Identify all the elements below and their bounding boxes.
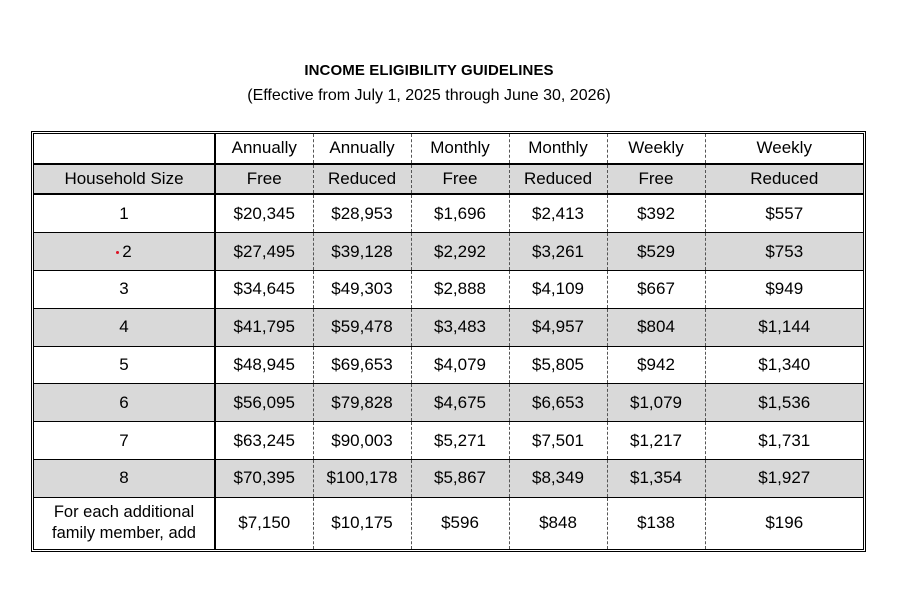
household-size-value: 2 xyxy=(122,241,132,261)
table-cell: $100,178 xyxy=(313,460,411,498)
header-cell-household-size: Household Size xyxy=(34,164,215,195)
table-cell: $63,245 xyxy=(215,422,313,460)
table-cell: $49,303 xyxy=(313,270,411,308)
eligibility-table xyxy=(31,131,866,552)
header-cell: Weekly xyxy=(705,134,863,164)
table-cell: $596 xyxy=(411,497,509,549)
table-cell: $138 xyxy=(607,497,705,549)
table-row xyxy=(34,308,863,346)
table-row xyxy=(34,460,863,498)
table-cell: $5,805 xyxy=(509,346,607,384)
table-cell: $4,079 xyxy=(411,346,509,384)
table-cell: $1,536 xyxy=(705,384,863,422)
table-cell: $1,079 xyxy=(607,384,705,422)
table-cell: $4,109 xyxy=(509,270,607,308)
table-cell: $1,927 xyxy=(705,460,863,498)
table-cell: $5,271 xyxy=(411,422,509,460)
table-cell: $529 xyxy=(607,233,705,271)
table-cell: $34,645 xyxy=(215,270,313,308)
additional-member-label: For each additional family member, add xyxy=(34,497,215,549)
household-size-cell: 8 xyxy=(34,460,215,498)
page-title: INCOME ELIGIBILITY GUIDELINES xyxy=(304,62,554,79)
table-row xyxy=(34,422,863,460)
table-cell: $7,501 xyxy=(509,422,607,460)
table-cell: $804 xyxy=(607,308,705,346)
additional-member-row xyxy=(34,497,863,549)
header-cell: Reduced xyxy=(313,164,411,195)
household-size-cell: 5 xyxy=(34,346,215,384)
header-cell: Annually xyxy=(215,134,313,164)
header-cell: Free xyxy=(607,164,705,195)
header-cell: Weekly xyxy=(607,134,705,164)
table-cell: $59,478 xyxy=(313,308,411,346)
household-size-cell: 4 xyxy=(34,308,215,346)
table-cell: $39,128 xyxy=(313,233,411,271)
table-cell: $848 xyxy=(509,497,607,549)
table-row xyxy=(34,270,863,308)
header-cell: Annually xyxy=(313,134,411,164)
table-cell: $196 xyxy=(705,497,863,549)
household-size-cell: 1 xyxy=(34,194,215,232)
table-cell: $28,953 xyxy=(313,194,411,232)
table-row xyxy=(34,384,863,422)
table-row xyxy=(34,346,863,384)
table-cell: $90,003 xyxy=(313,422,411,460)
table-cell: $1,144 xyxy=(705,308,863,346)
table-cell: $56,095 xyxy=(215,384,313,422)
table-cell: $7,150 xyxy=(215,497,313,549)
table-cell: $6,653 xyxy=(509,384,607,422)
household-size-cell: 7 xyxy=(34,422,215,460)
header-cell: Reduced xyxy=(509,164,607,195)
table-cell: $2,888 xyxy=(411,270,509,308)
header-row-period xyxy=(34,134,863,164)
table-cell: $753 xyxy=(705,233,863,271)
page-subtitle: (Effective from July 1, 2025 through June 30, 2026) xyxy=(247,87,611,104)
header-row-type xyxy=(34,164,863,195)
table-cell: $5,867 xyxy=(411,460,509,498)
table-cell: $1,340 xyxy=(705,346,863,384)
table-cell: $667 xyxy=(607,270,705,308)
table-row xyxy=(34,233,863,271)
header-cell xyxy=(34,134,215,164)
table-cell: $4,957 xyxy=(509,308,607,346)
table-cell: $2,292 xyxy=(411,233,509,271)
table-cell: $27,495 xyxy=(215,233,313,271)
table-cell: $8,349 xyxy=(509,460,607,498)
table-cell: $2,413 xyxy=(509,194,607,232)
table-cell: $1,731 xyxy=(705,422,863,460)
table-cell: $557 xyxy=(705,194,863,232)
table-cell: $41,795 xyxy=(215,308,313,346)
table-cell: $70,395 xyxy=(215,460,313,498)
header-cell: Reduced xyxy=(705,164,863,195)
table-cell: $1,217 xyxy=(607,422,705,460)
table-cell: $10,175 xyxy=(313,497,411,549)
table-cell: $79,828 xyxy=(313,384,411,422)
header-cell: Free xyxy=(411,164,509,195)
household-size-cell: 6 xyxy=(34,384,215,422)
table-cell: $20,345 xyxy=(215,194,313,232)
header-cell: Free xyxy=(215,164,313,195)
table-cell: $3,261 xyxy=(509,233,607,271)
household-size-cell xyxy=(34,233,215,271)
table-cell: $48,945 xyxy=(215,346,313,384)
header-cell: Monthly xyxy=(411,134,509,164)
table-row xyxy=(34,194,863,232)
table-cell: $949 xyxy=(705,270,863,308)
table-cell: $1,354 xyxy=(607,460,705,498)
table-cell: $942 xyxy=(607,346,705,384)
table-cell: $4,675 xyxy=(411,384,509,422)
header-cell: Monthly xyxy=(509,134,607,164)
household-size-cell: 3 xyxy=(34,270,215,308)
table-cell: $3,483 xyxy=(411,308,509,346)
red-dot-mark xyxy=(116,251,119,254)
table-cell: $1,696 xyxy=(411,194,509,232)
table-cell: $69,653 xyxy=(313,346,411,384)
table-cell: $392 xyxy=(607,194,705,232)
